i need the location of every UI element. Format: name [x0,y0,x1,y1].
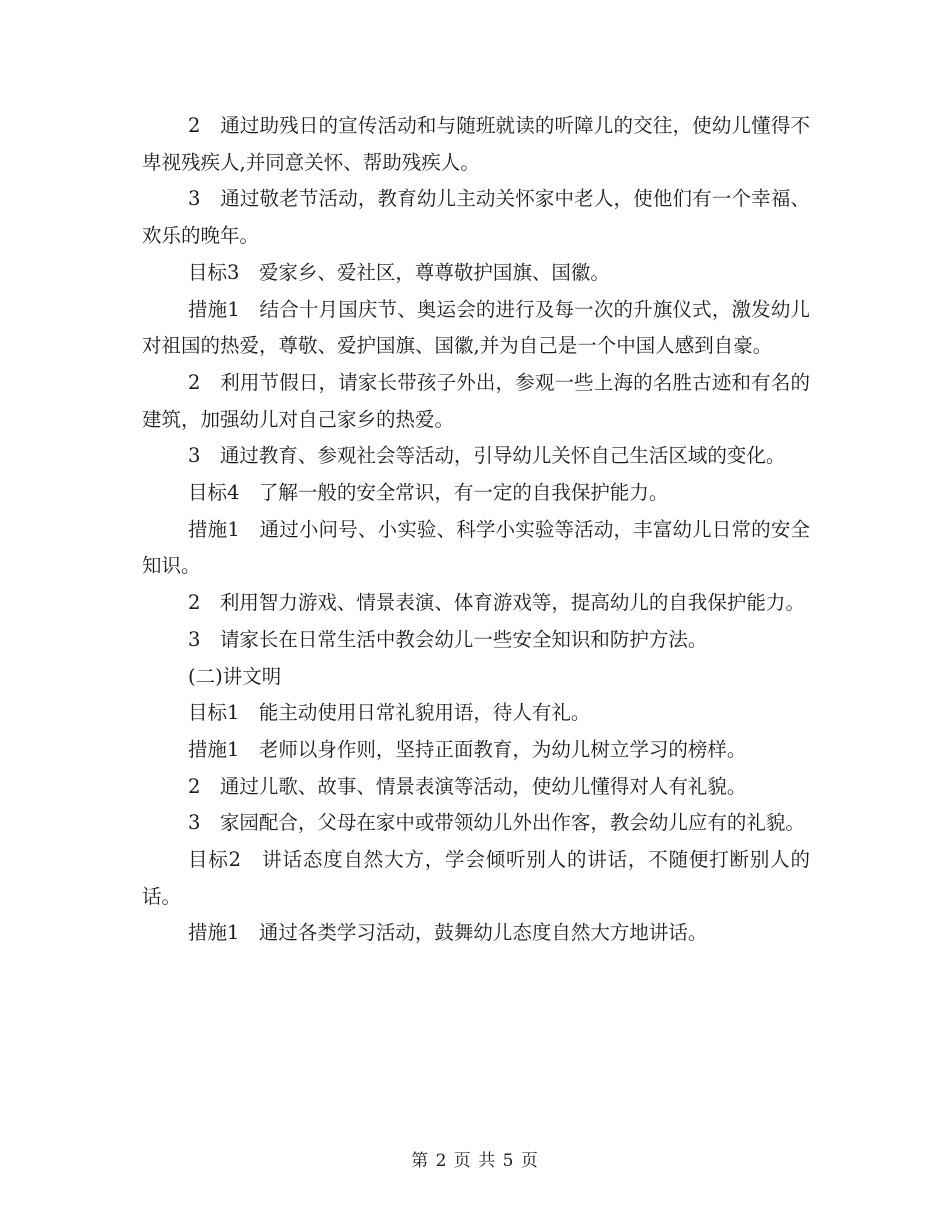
paragraph-13: 措施1 老师以身作则，坚持正面教育，为幼儿树立学习的榜样。 [188,737,747,761]
paragraph-17: 措施1 通过各类学习活动，鼓舞幼儿态度自然大方地讲话。 [188,921,708,945]
paragraph-9: 2 利用智力游戏、情景表演、体育游戏等，提高幼儿的自我保护能力。 [188,591,805,615]
paragraph-1: 2 通过助残日的宣传活动和与随班就读的听障儿的交往，使幼儿懂得不卑视残疾人,并同意关怀、帮助残疾人。 [142,114,810,174]
paragraph-6: 3 通过教育、参观社会等活动，引导幼儿关怀自己生活区域的变化。 [188,444,786,468]
paragraph-7: 目标4 了解一般的安全常识，有一定的自我保护能力。 [188,481,669,505]
document-body [142,108,810,952]
paragraph-2: 3 通过敬老节活动，教育幼儿主动关怀家中老人，使他们有一个幸福、欢乐的晚年。 [142,187,810,248]
paragraph-15: 3 家园配合，父母在家中或带领幼儿外出作客，教会幼儿应有的礼貌。 [188,811,805,835]
section-heading: (二)讲文明 [188,664,282,688]
paragraph-10: 3 请家长在日常生活中教会幼儿一些安全知识和防护方法。 [188,627,708,651]
paragraph-3: 目标3 爱家乡、爱社区，尊尊敬护国旗、国徽。 [188,260,610,284]
paragraph-12: 目标1 能主动使用日常礼貌用语，待人有礼。 [188,701,591,725]
paragraph-14: 2 通过儿歌、故事、情景表演等活动，使幼儿懂得对人有礼貌。 [188,774,747,798]
paragraph-8: 措施1 通过小问号、小实验、科学小实验等活动，丰富幼儿日常的安全知识。 [142,517,810,578]
paragraph-16: 目标2 讲话态度自然大方，学会倾听别人的讲话，不随便打断别人的话。 [142,848,810,908]
page-footer: 第 2 页 共 5 页 [411,1151,539,1171]
paragraph-5: 2 利用节假日，请家长带孩子外出，参观一些上海的名胜古迹和有名的建筑，加强幼儿对自己家乡的热爱。 [142,370,810,431]
paragraph-4: 措施1 结合十月国庆节、奥运会的进行及每一次的升旗仪式，激发幼儿对祖国的热爱，尊敬、爱护国旗、国徽,并为自己是一个中国人感到自豪。 [142,297,810,358]
